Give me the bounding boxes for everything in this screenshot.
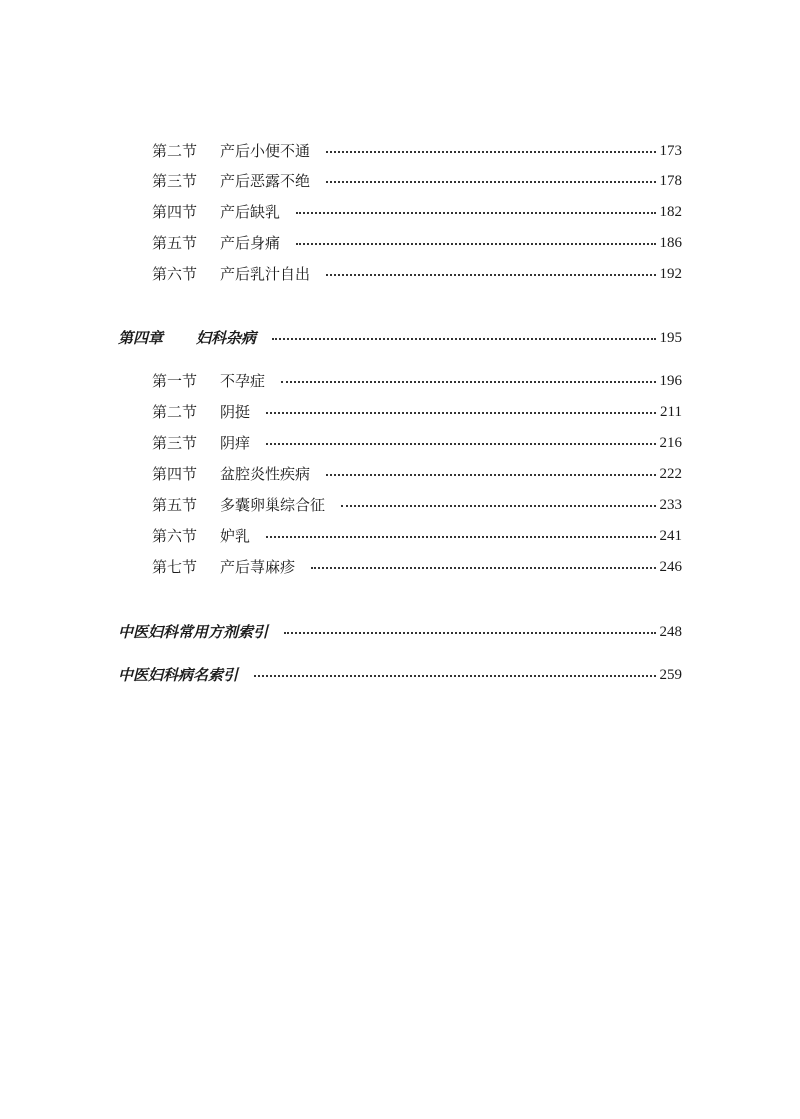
section-number: 第四节 — [152, 464, 198, 483]
page-number: 192 — [659, 265, 682, 282]
section-number: 第一节 — [152, 371, 198, 390]
section-number: 第三节 — [152, 433, 198, 452]
chapter-number: 第四章 — [118, 328, 164, 347]
toc-entry[interactable] — [152, 368, 682, 394]
toc-entry[interactable] — [152, 261, 682, 287]
section-title: 阴痒 — [220, 433, 251, 452]
toc-index-diseases[interactable] — [118, 662, 682, 688]
section-title: 多囊卵巢综合征 — [220, 495, 326, 514]
leader-dots — [284, 632, 655, 634]
page-number: 222 — [659, 465, 682, 482]
leader-dots — [341, 505, 655, 507]
leader-dots — [266, 443, 655, 445]
leader-dots — [272, 338, 655, 340]
page-number: 173 — [659, 142, 682, 159]
section-title: 妒乳 — [220, 526, 251, 545]
section-number: 第六节 — [152, 264, 198, 283]
section-title: 产后乳汁自出 — [220, 264, 311, 283]
page-number: 216 — [659, 434, 682, 451]
toc-entry[interactable] — [152, 492, 682, 518]
toc-entry[interactable] — [152, 168, 682, 194]
section-title: 产后恶露不绝 — [220, 171, 311, 190]
section-number: 第七节 — [152, 557, 198, 576]
section-number: 第四节 — [152, 202, 198, 221]
page-number: 196 — [659, 372, 682, 389]
leader-dots — [296, 243, 655, 245]
leader-dots — [311, 567, 655, 569]
page-number: 182 — [659, 203, 682, 220]
toc-index-prescriptions[interactable] — [118, 619, 682, 645]
page-number: 186 — [659, 234, 682, 251]
index-title: 中医妇科病名索引 — [118, 665, 239, 684]
page-number: 259 — [659, 666, 682, 683]
section-number: 第五节 — [152, 495, 198, 514]
leader-dots — [266, 412, 656, 414]
toc-entry[interactable] — [152, 399, 682, 425]
page-number: 246 — [659, 558, 682, 575]
section-number: 第二节 — [152, 402, 198, 421]
page-number: 241 — [659, 527, 682, 544]
section-number: 第二节 — [152, 141, 198, 160]
section-title: 产后荨麻疹 — [220, 557, 296, 576]
section-title: 阴挺 — [220, 402, 251, 421]
leader-dots — [326, 274, 655, 276]
toc-entry[interactable] — [152, 554, 682, 580]
leader-dots — [254, 675, 655, 677]
page-number: 178 — [659, 172, 682, 189]
leader-dots — [326, 181, 655, 183]
toc-chapter-4[interactable] — [118, 325, 682, 351]
page-number: 233 — [659, 496, 682, 513]
section-number: 第三节 — [152, 171, 198, 190]
leader-dots — [281, 381, 655, 383]
toc-entry[interactable] — [152, 523, 682, 549]
section-title: 产后缺乳 — [220, 202, 281, 221]
section-title: 产后身痛 — [220, 233, 281, 252]
toc-entry[interactable] — [152, 430, 682, 456]
section-title: 不孕症 — [220, 371, 266, 390]
leader-dots — [326, 151, 655, 153]
page-number: 211 — [660, 403, 682, 420]
leader-dots — [296, 212, 655, 214]
section-number: 第五节 — [152, 233, 198, 252]
toc-entry[interactable] — [152, 138, 682, 164]
toc-entry[interactable] — [152, 199, 682, 225]
page-number: 248 — [659, 623, 682, 640]
leader-dots — [326, 474, 655, 476]
toc-entry[interactable] — [152, 461, 682, 487]
page-number: 195 — [659, 329, 682, 346]
leader-dots — [266, 536, 655, 538]
section-number: 第六节 — [152, 526, 198, 545]
index-title: 中医妇科常用方剂索引 — [118, 622, 269, 641]
section-title: 盆腔炎性疾病 — [220, 464, 311, 483]
chapter-title: 妇科杂病 — [196, 328, 257, 347]
toc-entry[interactable] — [152, 230, 682, 256]
section-title: 产后小便不通 — [220, 141, 311, 160]
